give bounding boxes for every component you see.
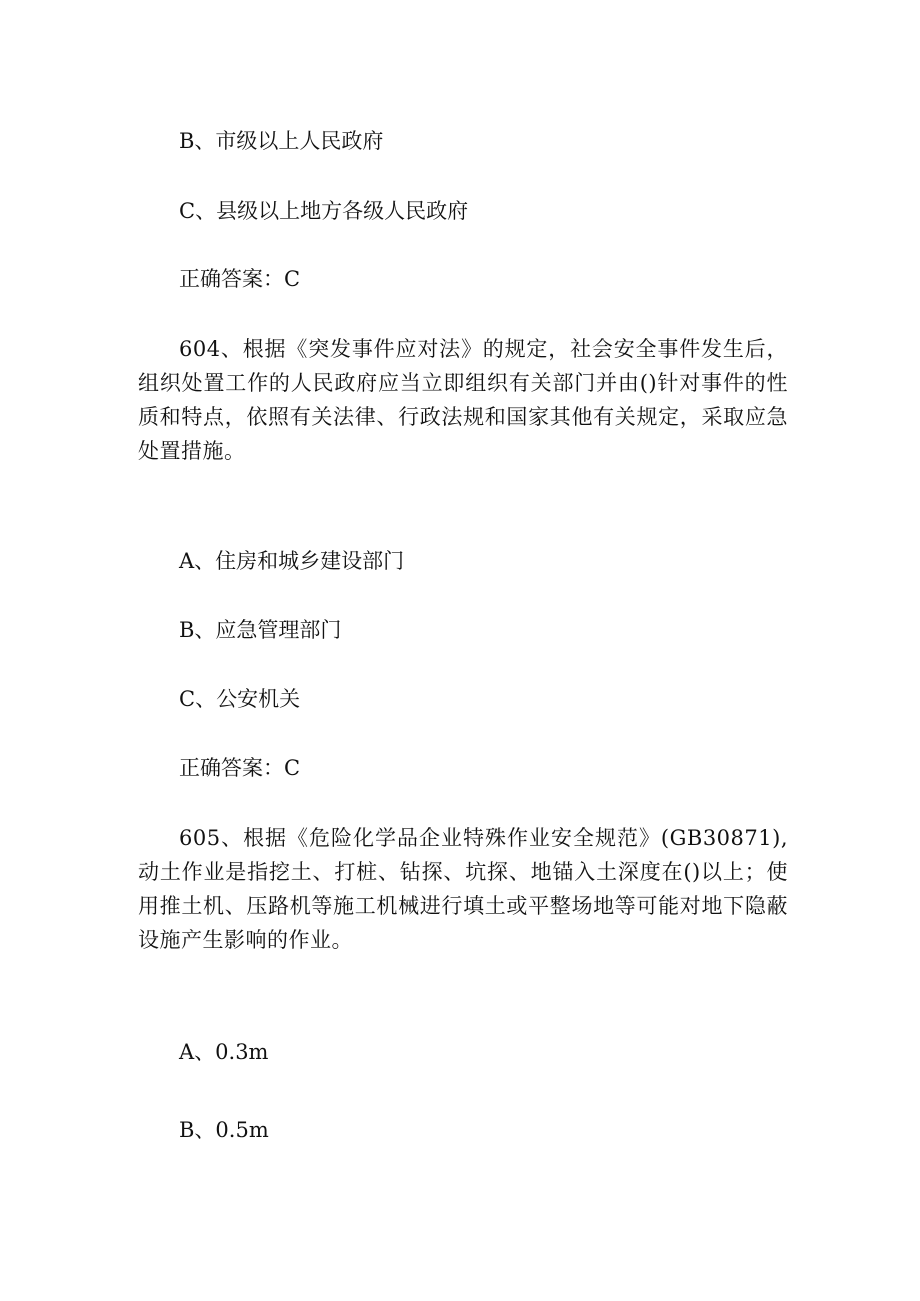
option-b-604: B、应急管理部门 [179, 618, 342, 642]
option-b-605: B、0.5m [179, 1118, 269, 1142]
option-c-604: C、公安机关 [179, 687, 301, 711]
option-a-604: A、住房和城乡建设部门 [179, 549, 405, 573]
answer-603: 正确答案：C [179, 267, 301, 291]
option-a-605: A、0.3m [179, 1040, 269, 1064]
question-605: 605、根据《危险化学品企业特殊作业安全规范》(GB30871),动土作业是指挖土、打桩、钻探、坑探、地锚入土深度在()以上；使用推土机、压路机等施工机械进行填土或平整场地等可能对地下隐蔽设施产生影响的作业。 [138, 826, 788, 952]
option-b-603: B、市级以上人民政府 [179, 129, 384, 153]
question-604: 604、根据《突发事件应对法》的规定，社会安全事件发生后，组织处置工作的人民政府应当立即组织有关部门并由()针对事件的性质和特点，依照有关法律、行政法规和国家其他有关规定，采取应急处置措施。 [138, 337, 788, 463]
answer-604: 正确答案：C [179, 756, 301, 780]
option-c-603: C、县级以上地方各级人民政府 [179, 199, 469, 223]
